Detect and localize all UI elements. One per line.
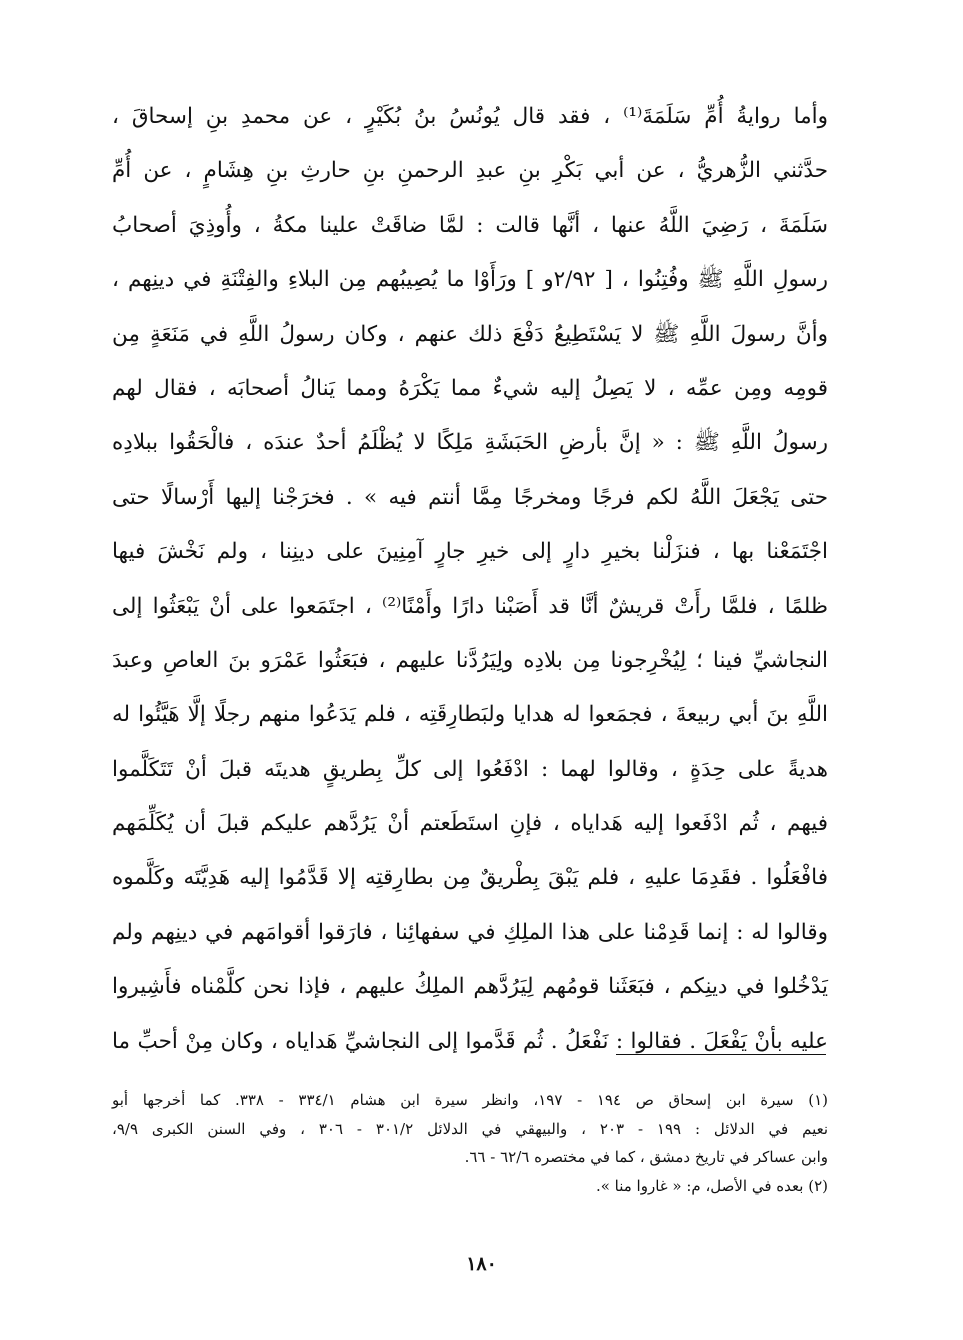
- footnote-line: (٢) بعده في الأصل، م: « غاروا منا ».: [595, 1176, 828, 1195]
- text-line: عليه بأنْ يَفْعَلَ . فقالوا : نَفْعَلُ . ثُم قَدَّموا إلى النجاشيِّ هَداياه ، وكان مِنْ أحبِّ ما: [112, 1028, 828, 1054]
- text-line: فافْعَلُوا . فقَدِمَا عليهِ ، فلم يَبْقَ بِطْريقٌ مِن بطارِقتِه إلا قَدَّمُوا إليه هَدِيَّتَه وكَلَّموه: [112, 865, 828, 891]
- text-line: اجْتَمَعْنا بها ، فنزَلْنا بخيرِ دارٍ إلى خيرِ جارٍ آمِنِينَ على دينِنا ، ولم نَخْشَ فيها: [112, 539, 828, 565]
- text-line: رسولُ اللَّهِ ﷺ : « إنَّ بأرضِ الحَبَشَةِ مَلِكًا لا يُظْلَمُ أحدٌ عندَه ، فالْحَقُوا ببلادِه: [112, 430, 828, 456]
- footnote-line: نعيم في الدلائل : ١٩٩ - ٢٠٣ ، والبيهقي في الدلائل ٣٠١/٢ - ٣٠٦ ، وفي السنن الكبرى ٩/٩،: [112, 1119, 829, 1138]
- text-line: قومِه ومِن عمِّه ، لا يَصِلُ إليه شيءٌ مما يَكْرَهُ ومما يَنالُ أصحابَه ، فقال لهم: [112, 375, 828, 401]
- page-number: ١٨٠: [466, 1253, 497, 1275]
- text-line: رسولِ اللَّهِ ﷺ وفُتِنُوا ، [ ٢/٩٢و ] ورَأَوْا ما يُصِيبُهم مِن البلاءِ والفِتْنَةِ في دينِهم ،: [112, 267, 828, 293]
- text-line: اللَّهِ بنَ أبي ربيعةَ ، فجمَعوا له هدايا ولبَطارِقَتِه ، فلم يَدَعُوا منهم رجلًا إلَّا هَيَّئُوا له: [112, 702, 828, 728]
- text-line: النجاشيِّ فينا ؛ لِيُخْرِجونا مِن بلادِه ولِيَرُدَّنا عليهم ، فبَعَثُوا عَمْرَو بنَ العاصِ وعبدَ: [112, 647, 828, 673]
- main-text-block: [112, 90, 828, 1069]
- footnote-line: وابن عساكر في تاريخ دمشق ، كما في مختصره ٦٢/٦ - ٦٦.: [464, 1148, 828, 1166]
- text-line: حدَّثني الزُّهريُّ ، عن أبي بَكْرِ بنِ عبدِ الرحمنِ بنِ حارثِ بنِ هِشَامٍ ، عن أُمِّ: [112, 158, 828, 184]
- text-line: يَدْخُلوا في دينِكم ، فبَعَثَنا قومُهم لِيَرُدَّهم الملِكُ عليهم ، فإذا نحن كلَّمْناه فأَشِيروا: [112, 974, 828, 1000]
- text-line: وأنَّ رسولَ اللَّهِ ﷺ لا يَسْتَطِيعُ دَفْعَ ذلك عنهم ، وكان رسولُ اللَّهِ في مَنَعَةٍ مِن: [112, 321, 828, 347]
- footnote-line: (١) سيرة ابن إسحاق ص ١٩٤ - ١٩٧، وانظر سيرة ابن هشام ٣٣٤/١ - ٣٣٨. كما أخرجها أبو: [112, 1091, 828, 1109]
- text-line: وأما روايةُ أُمِّ سَلَمَةَ⁽¹⁾ ، فقد قال يُونُسُ بنُ بُكَيْرٍ ، عن محمدِ بنِ إسحاقَ ،: [112, 104, 828, 129]
- footnote-separator: [616, 1054, 826, 1055]
- text-line: فيهم ، ثُم ادْفَعوا إليه هَداياه ، فإنِ استَطَعتم أنْ يَرُدَّهم عليكم قبلَ أن يُكَلِّمَهم: [112, 811, 828, 837]
- footnotes-block: [112, 1086, 828, 1200]
- text-line: سَلَمَةَ ، رَضِيَ اللَّهُ عنها ، أنَّها قالت : لمَّا ضاقَتْ علينا مكةُ ، وأُوذِيَ أصحابُ: [112, 212, 828, 238]
- text-line: ظلمًا ، فلمَّا رأَتْ قريشٌ أنَّا قد أَصَبْنا دارًا وأَمْنًا⁽²⁾ ، اجتَمَعوا على أنْ يَبْعَثُوا إلى: [112, 593, 828, 619]
- text-line: هديةً على حِدَةٍ ، وقالوا لهما : ادْفَعُوا إلى كلِّ بِطريقٍ هديتَه قبلَ أنْ تَتَكَلَّموا: [112, 756, 828, 782]
- text-line: حتى يَجْعَلَ اللَّهُ لكم فرجًا ومخرجًا مِمَّا أنتم فيه » . فخرَجْنا إليها أَرْسالًا حتى: [112, 484, 828, 510]
- text-line: وقالوا له : إنما قَدِمْنا على هذا الملِكِ في سفهائِنا ، فارَقوا أقوامَهم في دينِهم ولم: [112, 919, 828, 945]
